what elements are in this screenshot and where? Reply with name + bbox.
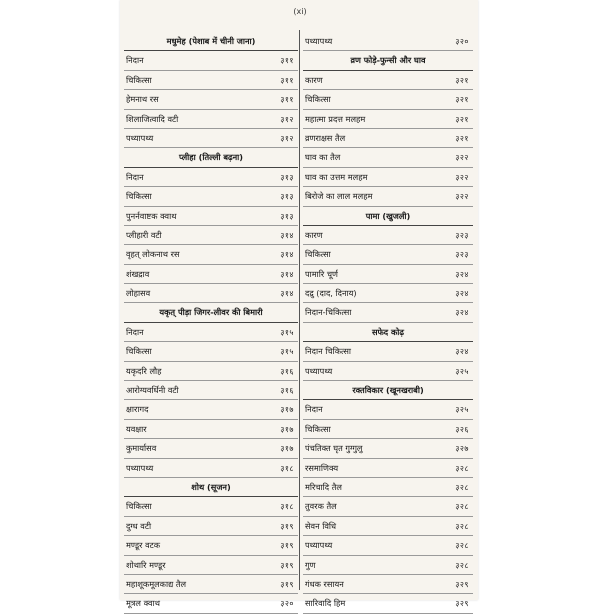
index-entry xyxy=(303,245,473,264)
index-entry xyxy=(124,187,298,206)
section-heading xyxy=(303,51,473,70)
index-entry xyxy=(303,303,473,322)
entry-label: पथ्यापथ्य xyxy=(126,462,154,473)
index-entry xyxy=(303,420,473,439)
entry-label: महाशूकमूलकाद्य तैल xyxy=(126,578,187,589)
entry-page-number: ३११ xyxy=(280,95,294,105)
section-heading xyxy=(124,478,298,497)
index-entry xyxy=(303,536,473,555)
index-entry xyxy=(303,439,473,458)
index-entry xyxy=(124,362,298,381)
entry-page-number: ३१९ xyxy=(280,560,294,570)
index-entry xyxy=(303,129,473,148)
entry-page-number: ३१२ xyxy=(280,133,294,143)
entry-label: हेमनाथ रस xyxy=(126,94,159,105)
section-heading-label: पामा (खुजली) xyxy=(365,210,411,221)
entry-page-number: ३२२ xyxy=(455,192,469,202)
index-entry xyxy=(124,129,298,148)
entry-page-number: ३१५ xyxy=(280,347,294,357)
index-entry xyxy=(124,594,298,613)
entry-label: पथ्यापथ्य xyxy=(305,36,333,46)
entry-page-number: ३२२ xyxy=(455,172,469,182)
index-entry xyxy=(124,400,298,419)
index-right-column xyxy=(303,32,473,614)
entry-page-number: ३२८ xyxy=(455,521,469,531)
section-heading-label: व्रण फोड़े-फुन्सी और घाव xyxy=(350,55,426,66)
index-entry xyxy=(303,148,473,167)
index-entry xyxy=(124,284,298,303)
entry-label: बिरोजे का लाल मलहम xyxy=(305,191,373,202)
entry-label: चिकित्सा xyxy=(305,94,331,105)
entry-page-number: ३१६ xyxy=(280,386,294,396)
entry-page-number: ३२१ xyxy=(455,75,469,85)
entry-label: निदान xyxy=(305,404,323,415)
entry-label: शिलाजित्वादि वटी xyxy=(126,113,179,124)
entry-page-number: ३२८ xyxy=(455,560,469,570)
index-entry xyxy=(124,517,298,536)
entry-label: तुवरक तैल xyxy=(305,501,337,512)
entry-page-number: ३१३ xyxy=(280,172,294,182)
index-entry xyxy=(303,110,473,129)
entry-label: पंचतिक्त घृत गुग्गुलु xyxy=(305,443,363,454)
entry-label: पथ्यापथ्य xyxy=(126,132,154,143)
entry-page-number: ३१४ xyxy=(280,269,294,279)
entry-page-number: ३११ xyxy=(280,75,294,85)
entry-label: चिकित्सा xyxy=(126,74,152,85)
entry-page-number: ३१८ xyxy=(280,502,294,512)
index-entry xyxy=(124,459,298,478)
entry-page-number: ३१३ xyxy=(280,211,294,221)
entry-page-number: ३२७ xyxy=(455,444,469,454)
entry-page-number: ३१४ xyxy=(280,250,294,260)
index-entry xyxy=(124,381,298,400)
index-entry xyxy=(303,32,473,51)
index-entry xyxy=(303,168,473,187)
index-entry xyxy=(303,400,473,419)
entry-page-number: ३१५ xyxy=(280,327,294,337)
entry-label: गुण xyxy=(305,559,316,570)
entry-page-number: ३१९ xyxy=(280,541,294,551)
entry-page-number: ३२४ xyxy=(455,308,469,318)
entry-label: यकृदरि लौह xyxy=(126,365,162,376)
section-heading-label: सफेद कोढ़ xyxy=(371,326,405,337)
entry-label: चिकित्सा xyxy=(126,501,152,512)
index-entry xyxy=(124,575,298,594)
entry-label: महात्मा प्रदत्त मलहम xyxy=(305,113,366,124)
entry-label: यवक्षार xyxy=(126,423,147,434)
entry-page-number: ३१९ xyxy=(280,579,294,589)
section-heading xyxy=(303,207,473,226)
entry-label: सेवन विधि xyxy=(305,520,337,531)
entry-label: निदान चिकित्सा xyxy=(305,346,352,357)
entry-label: दुग्ध वटी xyxy=(126,520,152,531)
index-entry xyxy=(124,90,298,109)
index-entry xyxy=(124,536,298,555)
index-entry xyxy=(303,478,473,497)
entry-label: निदान xyxy=(126,326,144,337)
entry-label: कारण xyxy=(305,74,323,85)
entry-label: चिकित्सा xyxy=(126,191,152,202)
entry-label: आरोग्यवर्धिनी वटी xyxy=(126,385,179,396)
entry-page-number: ३२३ xyxy=(455,250,469,260)
index-entry xyxy=(124,71,298,90)
index-entry xyxy=(124,556,298,575)
section-heading-label: मधुमेह (पेशाब में चीनी जाना) xyxy=(166,36,256,46)
index-entry xyxy=(303,556,473,575)
entry-label: मूत्रल क्वाथ xyxy=(126,598,160,609)
entry-label: निदान xyxy=(126,171,144,182)
entry-page-number: ३२२ xyxy=(455,153,469,163)
index-entry xyxy=(303,517,473,536)
entry-label: पामारि चूर्ण xyxy=(305,268,338,279)
entry-label: चिकित्सा xyxy=(305,423,331,434)
section-heading xyxy=(303,381,473,400)
column-divider xyxy=(299,30,300,590)
entry-page-number: ३१८ xyxy=(280,463,294,473)
entry-page-number: ३२५ xyxy=(455,366,469,376)
entry-page-number: ३११ xyxy=(280,56,294,66)
entry-label: मरिचादि तैल xyxy=(305,481,342,492)
index-entry xyxy=(124,420,298,439)
entry-label: पथ्यापथ्य xyxy=(305,365,333,376)
entry-label: चिकित्सा xyxy=(126,346,152,357)
entry-label: शंखद्राव xyxy=(126,268,150,279)
entry-page-number: ३१७ xyxy=(280,405,294,415)
entry-label: चिकित्सा xyxy=(305,249,331,260)
entry-label: निदान xyxy=(126,55,144,66)
entry-label: दद्रु (दाद, दिनाय) xyxy=(305,288,357,299)
entry-label: कुमार्यासव xyxy=(126,443,157,454)
entry-label: लोहासव xyxy=(126,288,151,299)
index-entry xyxy=(303,497,473,516)
index-entry xyxy=(124,110,298,129)
entry-page-number: ३२८ xyxy=(455,541,469,551)
entry-label: पुनर्नवाष्टक क्वाथ xyxy=(126,210,177,221)
entry-page-number: ३१४ xyxy=(280,230,294,240)
index-entry xyxy=(303,342,473,361)
entry-label: घाव का उत्तम मलहम xyxy=(305,171,368,182)
index-entry xyxy=(124,51,298,70)
entry-page-number: ३२० xyxy=(280,599,294,609)
entry-page-number: ३२४ xyxy=(455,289,469,299)
entry-page-number: ३१७ xyxy=(280,424,294,434)
index-entry xyxy=(303,594,473,613)
section-heading-label: शोथ (सूजन) xyxy=(191,481,231,492)
entry-page-number: ३२८ xyxy=(455,502,469,512)
index-entry xyxy=(124,342,298,361)
entry-page-number: ३२४ xyxy=(455,269,469,279)
entry-page-number: ३१९ xyxy=(280,521,294,531)
entry-label: सारिवादि हिम xyxy=(305,598,346,609)
index-entry xyxy=(303,459,473,478)
entry-label: प्लीहारी वटी xyxy=(126,229,162,240)
entry-page-number: ३१४ xyxy=(280,289,294,299)
index-entry xyxy=(124,265,298,284)
index-entry xyxy=(303,90,473,109)
section-heading-label: रक्तविकार (खूनखराबी) xyxy=(352,385,424,396)
page-number: (xi) xyxy=(293,7,307,16)
index-entry xyxy=(124,168,298,187)
entry-label: क्षारागद xyxy=(126,404,149,415)
index-entry xyxy=(124,245,298,264)
entry-label: रसमाणिक्य xyxy=(305,462,339,473)
entry-page-number: ३२८ xyxy=(455,463,469,473)
section-heading xyxy=(124,303,298,322)
section-heading-label: प्लीहा (तिल्ली बढ़ना) xyxy=(178,152,244,163)
entry-label: वृहत् लोकनाथ रस xyxy=(126,249,180,260)
section-heading xyxy=(124,148,298,167)
entry-page-number: ३२१ xyxy=(455,133,469,143)
entry-label: व्रणराक्षस तैल xyxy=(305,132,346,143)
index-entry xyxy=(124,226,298,245)
entry-page-number: ३१२ xyxy=(280,114,294,124)
entry-label: घाव का तैल xyxy=(305,152,341,163)
index-entry xyxy=(124,439,298,458)
index-entry xyxy=(303,71,473,90)
section-heading xyxy=(124,32,298,51)
entry-page-number: ३२१ xyxy=(455,95,469,105)
entry-page-number: ३२४ xyxy=(455,347,469,357)
index-entry xyxy=(124,207,298,226)
index-entry xyxy=(124,497,298,516)
entry-label: गंधक रसायन xyxy=(305,578,344,589)
entry-label: निदान-चिकित्सा xyxy=(305,307,352,318)
index-left-column xyxy=(124,32,298,614)
section-heading-label: यकृत् पीड़ा जिगर-लीवर की बिमारी xyxy=(159,307,263,318)
entry-page-number: ३२८ xyxy=(455,482,469,492)
entry-page-number: ३१३ xyxy=(280,192,294,202)
entry-page-number: ३२० xyxy=(455,37,469,46)
entry-label: कारण xyxy=(305,229,323,240)
entry-page-number: ३२३ xyxy=(455,230,469,240)
index-entry xyxy=(303,284,473,303)
entry-page-number: ३१७ xyxy=(280,444,294,454)
index-entry xyxy=(303,226,473,245)
entry-page-number: ३२५ xyxy=(455,405,469,415)
index-entry xyxy=(303,265,473,284)
entry-page-number: ३२१ xyxy=(455,114,469,124)
index-entry xyxy=(303,187,473,206)
entry-label: शोथारि मण्डूर xyxy=(126,559,166,570)
entry-page-number: ३२६ xyxy=(455,424,469,434)
entry-label: मण्डूर वटक xyxy=(126,540,161,551)
section-heading xyxy=(303,323,473,342)
index-entry xyxy=(303,362,473,381)
index-entry xyxy=(124,323,298,342)
entry-label: पथ्यापथ्य xyxy=(305,540,333,551)
entry-page-number: ३२९ xyxy=(455,599,469,609)
entry-page-number: ३२९ xyxy=(455,579,469,589)
index-entry xyxy=(303,575,473,594)
entry-page-number: ३१६ xyxy=(280,366,294,376)
